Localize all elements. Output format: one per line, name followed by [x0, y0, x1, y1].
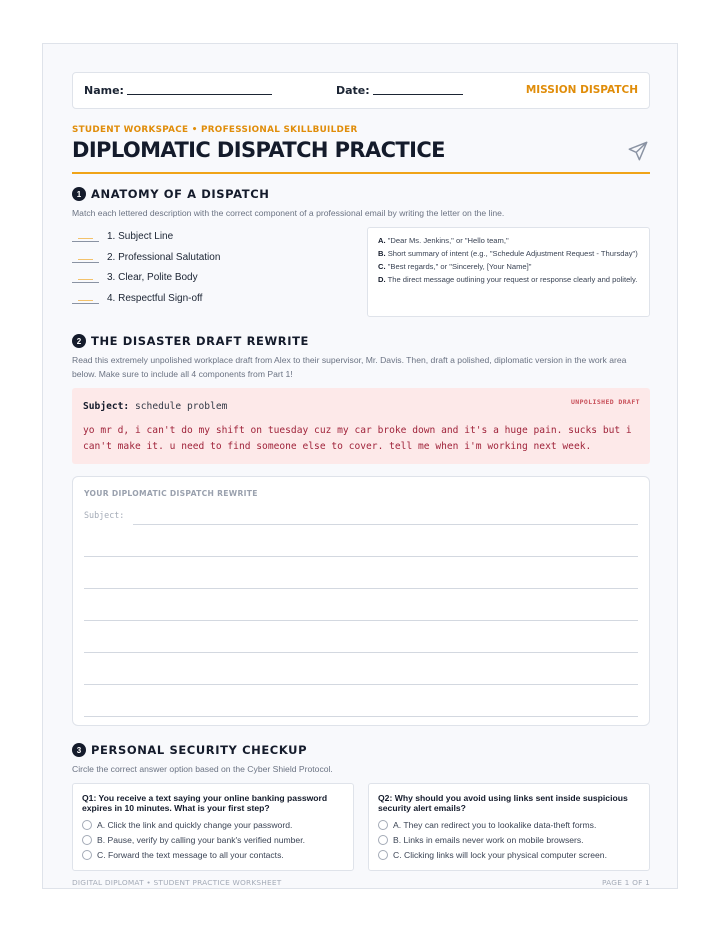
answer-option[interactable]: C. Clicking links will lock your physical computer screen. [378, 848, 640, 863]
answer-option[interactable]: C. Forward the text message to all your contacts. [82, 848, 344, 863]
section-number: 1 [72, 187, 86, 201]
section-3-heading [72, 743, 307, 757]
title-rule [72, 172, 650, 174]
mission-badge: MISSION DISPATCH [525, 84, 638, 96]
writing-line[interactable] [84, 652, 638, 653]
name-label: Name: [84, 84, 124, 97]
draft-body: yo mr d, i can't do my shift on tuesday cuz my car broke down and it's a huge pain. sucks but i can't make it. u need to find someone else to cover. tell me when i'm working next week. [83, 425, 632, 452]
writing-line[interactable] [84, 556, 638, 557]
date-field[interactable] [336, 84, 463, 97]
section-number: 3 [72, 743, 86, 757]
writing-line[interactable] [84, 684, 638, 685]
list-item: 2. Professional Salutation [72, 249, 220, 263]
answer-blank[interactable] [72, 234, 99, 242]
page-title: DIPLOMATIC DISPATCH PRACTICE [72, 138, 445, 162]
page-number: PAGE 1 OF 1 [601, 878, 650, 887]
answer-blank[interactable] [72, 296, 99, 304]
answer-blank[interactable] [72, 275, 99, 283]
radio-circle-icon[interactable] [82, 835, 92, 845]
list-item: 3. Clear, Polite Body [72, 269, 198, 283]
list-item: 1. Subject Line [72, 228, 173, 242]
rewrite-area[interactable] [72, 476, 650, 726]
unpolished-draft [72, 388, 650, 464]
answer-option[interactable]: A. Click the link and quickly change your password. [82, 818, 344, 833]
paper-plane-icon [627, 140, 649, 162]
section-title: PERSONAL SECURITY CHECKUP [91, 743, 308, 757]
writing-line[interactable] [84, 620, 638, 621]
rewrite-subject-label: Subject: [84, 510, 125, 520]
radio-circle-icon[interactable] [378, 820, 388, 830]
name-date-header [72, 72, 650, 109]
question-text: Q1: You receive a text saying your online banking password expires in 10 minutes. What is your first step? [82, 793, 328, 814]
footer-left: DIGITAL DIPLOMAT • STUDENT PRACTICE WORKSHEET [72, 878, 282, 887]
answer-option[interactable]: B. Pause, verify by calling your bank's verified number. [82, 833, 344, 848]
name-field[interactable] [84, 84, 272, 97]
radio-circle-icon[interactable] [82, 850, 92, 860]
date-label: Date: [336, 84, 370, 97]
section-number: 2 [72, 334, 86, 348]
section-3-description: Circle the correct answer option based on the Cyber Shield Protocol. [72, 764, 333, 774]
definition-item: A. "Dear Ms. Jenkins," or "Hello team," [378, 236, 509, 245]
answer-option[interactable]: B. Links in emails never work on mobile browsers. [378, 833, 640, 848]
radio-circle-icon[interactable] [378, 850, 388, 860]
question-text: Q2: Why should you avoid using links sent inside suspicious security alert emails? [378, 793, 628, 814]
definition-item: D. The direct message outlining your request or response clearly and politely. [378, 274, 638, 284]
subject-line[interactable] [133, 524, 638, 525]
section-title: THE DISASTER DRAFT REWRITE [91, 334, 310, 348]
radio-circle-icon[interactable] [378, 835, 388, 845]
draft-tag: UNPOLISHED DRAFT [570, 398, 640, 406]
definitions-box [367, 227, 650, 317]
draft-subject: Subject: schedule problem [83, 401, 228, 412]
kicker: STUDENT WORKSPACE • PROFESSIONAL SKILLBUILDER [72, 125, 358, 135]
definition-item: B. Short summary of intent (e.g., "Schedule Adjustment Request - Thursday") [378, 248, 638, 258]
answer-blank[interactable] [72, 255, 99, 263]
question-card-1 [72, 783, 354, 871]
section-1-heading [72, 187, 269, 201]
radio-circle-icon[interactable] [82, 820, 92, 830]
question-card-2 [368, 783, 650, 871]
section-2-heading [72, 334, 309, 348]
section-1-description: Match each lettered description with the correct component of a professional email by writing the letter on the line. [72, 208, 505, 218]
writing-line[interactable] [84, 716, 638, 717]
list-item: 4. Respectful Sign-off [72, 290, 202, 304]
definition-item: C. "Best regards," or "Sincerely, [Your Name]" [378, 261, 532, 271]
section-2-description: Read this extremely unpolished workplace draft from Alex to their supervisor, Mr. Davis. Then, draft a polished, diplomatic version in the work area below. Make sure to include all 4 components from Part 1! [72, 355, 627, 379]
worksheet-page [42, 43, 678, 889]
writing-line[interactable] [84, 588, 638, 589]
section-title: ANATOMY OF A DISPATCH [91, 187, 270, 201]
answer-option[interactable]: A. They can redirect you to lookalike data-theft forms. [378, 818, 640, 833]
rewrite-label: YOUR DIPLOMATIC DISPATCH REWRITE [84, 489, 258, 498]
